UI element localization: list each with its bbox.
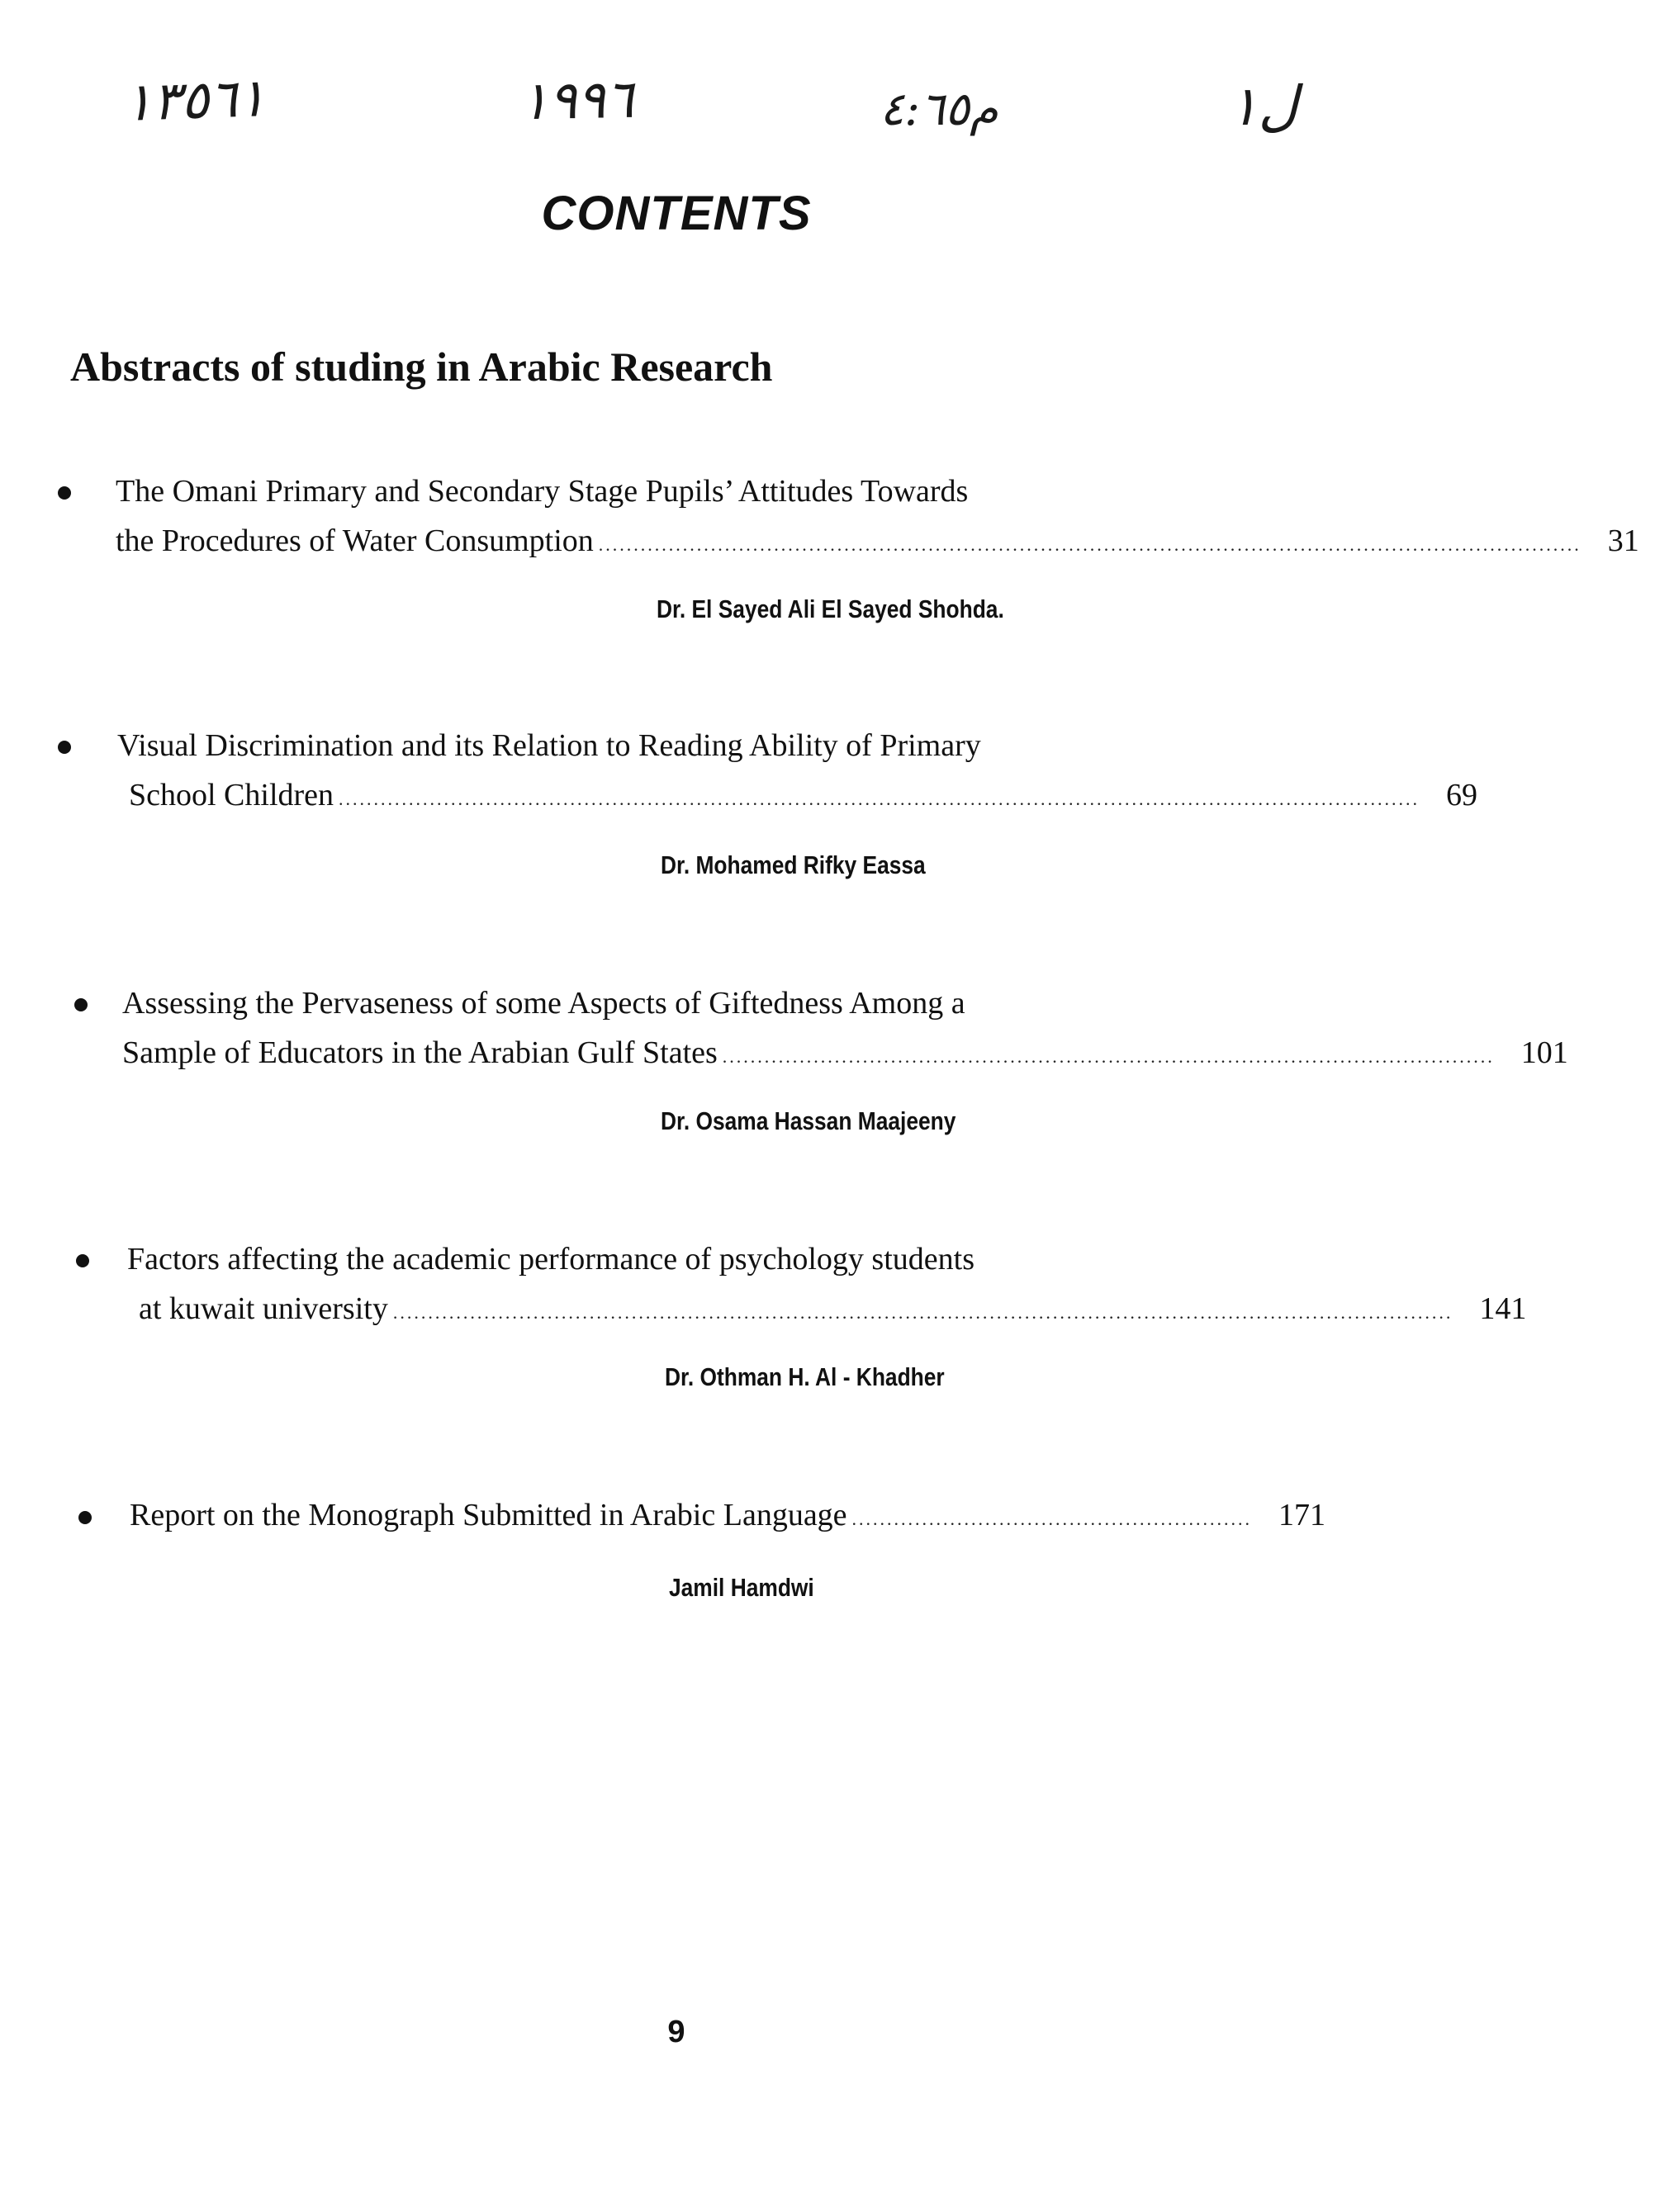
bullet-icon — [58, 486, 71, 500]
entry-title-line1: Factors affecting the academic performance of psychology students — [127, 1242, 975, 1277]
toc-entry — [76, 1234, 1527, 1338]
section-title: Abstracts of studing in Arabic Research — [70, 343, 773, 390]
handwritten-note-2: ١٩٩٦ — [519, 69, 635, 133]
handwritten-note-1: ١٣٥٦١ — [122, 68, 268, 134]
entry-author: Dr. Osama Hassan Maajeeny — [661, 1106, 956, 1135]
entry-title-line1: Assessing the Pervaseness of some Aspects of Giftedness Among a — [122, 986, 965, 1021]
entry-title-line2 — [116, 516, 1639, 570]
leader-dots: ......................................................... — [851, 1509, 1253, 1529]
contents-heading: CONTENTS — [541, 187, 812, 240]
leader-dots: ............................................................................................................................................ — [598, 534, 1582, 555]
entry-title-text: the Procedures of Water Consumption — [116, 523, 594, 558]
entry-author: Dr. Othman H. Al - Khadher — [665, 1362, 945, 1391]
entry-page-number: 101 — [1520, 1035, 1568, 1070]
entry-title-line1: The Omani Primary and Secondary Stage Pupils’ Attitudes Towards — [116, 474, 969, 509]
page-number: 9 — [667, 2015, 685, 2049]
entry-title-text: Sample of Educators in the Arabian Gulf States — [122, 1035, 718, 1070]
toc-entry — [58, 467, 1639, 570]
toc-entry — [78, 1490, 1326, 1544]
leader-dots: ....................................................................................................................................................... — [392, 1302, 1453, 1323]
bullet-icon — [76, 1254, 89, 1267]
entry-title-line2 — [127, 1284, 1527, 1338]
handwritten-note-3: م٤:٦٥ — [880, 83, 998, 136]
entry-title-text: Report on the Monograph Submitted in Arabic Language — [130, 1498, 847, 1532]
entry-title-line2 — [130, 1490, 1326, 1544]
entry-title-line2 — [117, 770, 1478, 824]
bullet-icon — [58, 741, 71, 754]
entry-author: Jamil Hamdwi — [669, 1573, 814, 1602]
bullet-icon — [74, 998, 88, 1011]
leader-dots: .......................................................................................................................................................... — [339, 789, 1420, 809]
entry-title-line2 — [122, 1028, 1568, 1082]
entry-author: Dr. El Sayed Ali El Sayed Shohda. — [657, 594, 1004, 623]
entry-page-number: 69 — [1446, 778, 1478, 812]
handwritten-note-4: ل١ — [1229, 74, 1298, 138]
entry-author: Dr. Mohamed Rifky Eassa — [661, 850, 926, 879]
entry-page-number: 171 — [1278, 1498, 1326, 1532]
entry-title-text: at kuwait university — [139, 1291, 388, 1326]
entry-page-number: 141 — [1479, 1291, 1527, 1326]
entry-title-line1: Visual Discrimination and its Relation to Reading Ability of Primary — [117, 728, 981, 763]
toc-entry — [74, 978, 1568, 1082]
leader-dots: .............................................................................................................. — [722, 1046, 1495, 1067]
bullet-icon — [78, 1511, 92, 1524]
entry-page-number: 31 — [1607, 523, 1639, 558]
entry-title-text: School Children — [129, 778, 334, 812]
toc-entry — [58, 721, 1478, 824]
